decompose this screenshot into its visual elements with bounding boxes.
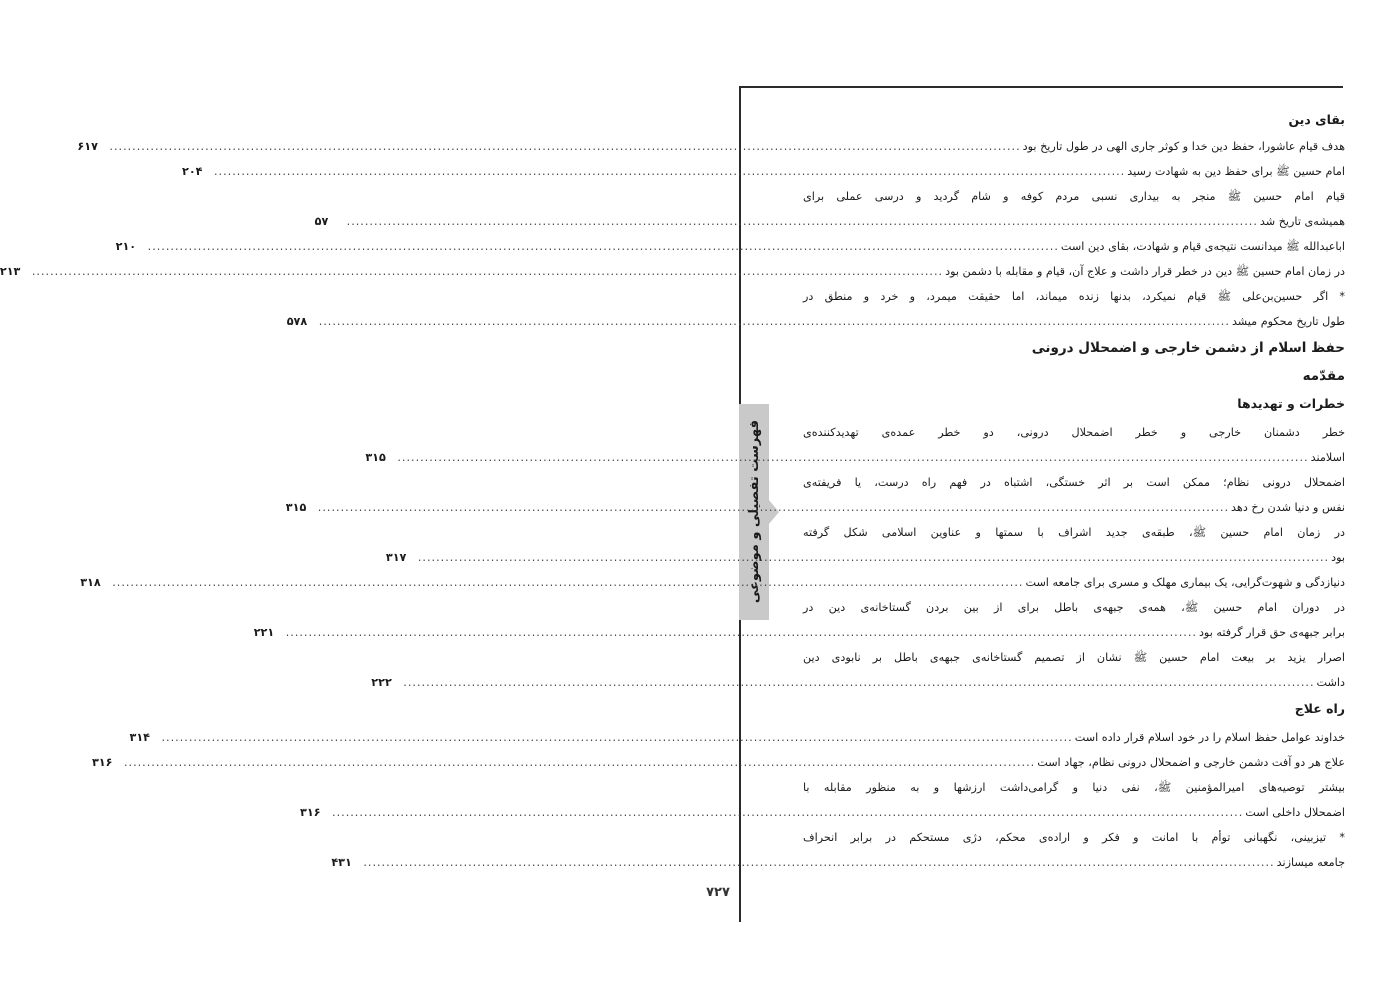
dot-leader: ........................................................................................................................................................................................................ (318, 315, 1230, 328)
index-entry-text: داشت (1316, 676, 1345, 689)
index-entry (91, 754, 1345, 771)
index-entry-line (803, 599, 1345, 616)
index-page-ref: ۳۱۶ (91, 756, 113, 769)
index-entry-text: اسلامند (1310, 451, 1345, 464)
index-entry-text: نفس و دنیا شدن رخ دهد (1231, 501, 1345, 514)
index-entry-text: قیام امام حسین ﷺ منجر به بیداری نسبی مردم کوفه و شام گردید و درسی عملی برای (803, 190, 1345, 203)
index-entry (115, 238, 1345, 255)
main-title: حفظ اسلام از دشمن خارجی و اضمحلال درونی (1031, 340, 1345, 356)
index-entry-line (803, 779, 1345, 796)
index-page-ref: ۳۱۵ (285, 501, 307, 514)
index-entry-text: اضمحلال درونی نظام؛ ممکن است بر اثر خستگی، اشتباه در فهم راه درست، یا فریفته‌ی (803, 476, 1345, 489)
index-entry-text: همیشه‌ی تاریخ شد (1259, 215, 1345, 228)
index-entry-line (80, 574, 1345, 591)
index-entry-text: بیشتر توصیه‌های امیرالمؤمنین ﷺ، نفی دنیا و گرامی‌داشت ارزشها و به منظور مقابله با (803, 781, 1345, 794)
index-entry-line (314, 213, 1345, 230)
index-page-ref: ۳۱۸ (80, 576, 101, 589)
index-page-ref: ۴۳۱ (331, 856, 352, 869)
index-entry-line (286, 313, 1345, 330)
index-entry-text: در دوران امام حسین ﷺ، همه‌ی جبهه‌ی باطل برای از بین بردن گستاخانه‌ی دین در (803, 601, 1345, 614)
index-entry (80, 574, 1345, 591)
index-entry-text: امام حسین ﷺ برای حفظ دین به شهادت رسید (1127, 165, 1345, 178)
dot-leader: ........................................................................................................................................................................................................ (112, 576, 1024, 589)
index-entry-text: خطر دشمنان خارجی و خطر اضمحلال درونی، دو خطر عمده‌ی تهدیدکننده‌ی (803, 426, 1345, 439)
intro-title: مقدّمه (1302, 368, 1345, 384)
index-entry-text: طول تاریخ محکوم میشد (1231, 315, 1345, 328)
dot-leader: ........................................................................................................................................................................................................ (363, 856, 1275, 869)
index-entry-line (803, 829, 1345, 846)
dot-leader: ........................................................................................................................................................................................................ (403, 676, 1315, 689)
index-page-ref: ۵۷۸ (286, 315, 308, 328)
index-entry-line (182, 163, 1345, 180)
dot-leader: ........................................................................................................................................................................................................ (214, 165, 1126, 178)
index-entry (77, 138, 1345, 155)
index-entry-text: در زمان امام حسین ﷺ دین در خطر قرار داشت و علاج آن، قیام و مقابله با دشمن بود (945, 265, 1345, 278)
index-page-ref: ۲۲۱ (253, 626, 275, 639)
dot-leader: ........................................................................................................................................................................................................ (31, 265, 944, 278)
index-entry-line (803, 474, 1345, 491)
dot-leader: ........................................................................................................................................................................................................ (332, 806, 1244, 819)
page-frame-top (739, 86, 1343, 88)
index-entry (300, 779, 1345, 821)
index-page-ref: ۲۰۴ (182, 165, 203, 178)
index-entry-line (365, 449, 1345, 466)
dot-leader: ........................................................................................................................................................................................................ (161, 731, 1073, 744)
dot-leader: ........................................................................................................................................................................................................ (317, 501, 1230, 514)
index-entry-line (300, 804, 1345, 821)
index-entry-line (129, 729, 1345, 746)
index-entry-line (803, 649, 1345, 666)
index-entry (182, 163, 1345, 180)
index-entry-text: * اگر حسین‌بن‌علی ﷺ قیام نمیکرد، بدنها زنده میماند، اما حقیقت میمرد، و خرد و منطق در (803, 290, 1345, 303)
subsection-entries (91, 729, 1345, 871)
index-entry-text: هدف قیام عاشورا، حفظ دین خدا و کوثر جاری الهی در طول تاریخ بود (1022, 140, 1345, 153)
index-entry-text: در زمان امام حسین ﷺ، طبقه‌ی جدید اشراف با سمتها و عناوین اسلامی شکل گرفته (803, 526, 1345, 539)
index-entry (371, 649, 1345, 691)
dot-leader: ........................................................................................................................................................................................................ (109, 140, 1021, 153)
dot-leader: ........................................................................................................................................................................................................ (147, 240, 1059, 253)
subsection-title: خطرات و تهدیدها (1237, 396, 1345, 411)
index-entry-line (285, 499, 1345, 516)
index-entry (385, 524, 1345, 566)
section-entries (0, 138, 1345, 330)
index-entry (365, 424, 1345, 466)
index-entry (285, 474, 1345, 516)
index-entry (0, 263, 1345, 280)
index-entry-text: دنیازدگی و شهوت‌گرایی، یک بیماری مهلک و مسری برای جامعه است (1025, 576, 1345, 589)
index-entry (331, 829, 1345, 871)
index-page-ref: ۳۱۵ (365, 451, 386, 464)
index-page-ref: ۵۷ (314, 215, 329, 228)
index-entry-text: اصرار یزید بر بیعت امام حسین ﷺ نشان از تصمیم گستاخانه‌ی جبهه‌ی باطل بر نابودی دین (803, 651, 1345, 664)
index-entry-text: علاج هر دو آفت دشمن خارجی و اضمحلال درونی نظام، جهاد است (1037, 756, 1345, 769)
index-page-ref: ۲۲۲ (371, 676, 392, 689)
index-entry-line (371, 674, 1345, 691)
index-page-ref: ۲۱۰ (115, 240, 137, 253)
chapter-side-tab-label: فهرست تفصیلی و موضوعی (746, 420, 762, 604)
index-entry-text: خداوند عوامل حفظ اسلام را در خود اسلام قرار داده است (1074, 731, 1345, 744)
index-entry-line (115, 238, 1345, 255)
dot-leader: ........................................................................................................................................................................................................ (397, 451, 1309, 464)
index-entry (129, 729, 1345, 746)
index-entry-text: جامعه میسازند (1276, 856, 1345, 869)
index-entry (286, 288, 1345, 330)
dot-leader: ........................................................................................................................................................................................................ (123, 756, 1036, 769)
index-entry-line (803, 188, 1345, 205)
subsection-title: راه علاج (1294, 701, 1345, 716)
index-entry-line (77, 138, 1345, 155)
index-page-ref: ۲۱۳ (0, 265, 21, 278)
index-entry-line (91, 754, 1345, 771)
index-entry-text: * تیزبینی، نگهبانی توأم با امانت و فکر و اراده‌ی محکم، دژی مستحکم در برابر انحراف (803, 831, 1345, 844)
index-page-ref: ۶۱۷ (77, 140, 98, 153)
page-number: ۷۲۷ (706, 885, 730, 900)
index-entry (314, 188, 1345, 230)
index-entry-text: اضمحلال داخلی است (1245, 806, 1345, 819)
index-entry-line (385, 549, 1345, 566)
index-entry-line (803, 288, 1345, 305)
index-entry-line (253, 624, 1345, 641)
dot-leader: ........................................................................................................................................................................................................ (346, 215, 1258, 228)
index-entry-line (331, 854, 1345, 871)
index-page-ref: ۳۱۴ (129, 731, 150, 744)
index-entry-line (803, 424, 1345, 441)
index-entry-text: برابر جبهه‌ی حق قرار گرفته بود (1198, 626, 1345, 639)
index-entry-text: بود (1331, 551, 1345, 564)
index-page-ref: ۳۱۶ (300, 806, 321, 819)
dot-leader: ........................................................................................................................................................................................................ (285, 626, 1197, 639)
index-entry-line (803, 524, 1345, 541)
index-entry-line (0, 263, 1345, 280)
index-entry (253, 599, 1345, 641)
index-page-ref: ۳۱۷ (385, 551, 407, 564)
index-entry-text: اباعبدالله ﷺ میدانست نتیجه‌ی قیام و شهادت، بقای دین است (1060, 240, 1345, 253)
section-title: بقای دین (1288, 112, 1345, 127)
dot-leader: ........................................................................................................................................................................................................ (417, 551, 1330, 564)
